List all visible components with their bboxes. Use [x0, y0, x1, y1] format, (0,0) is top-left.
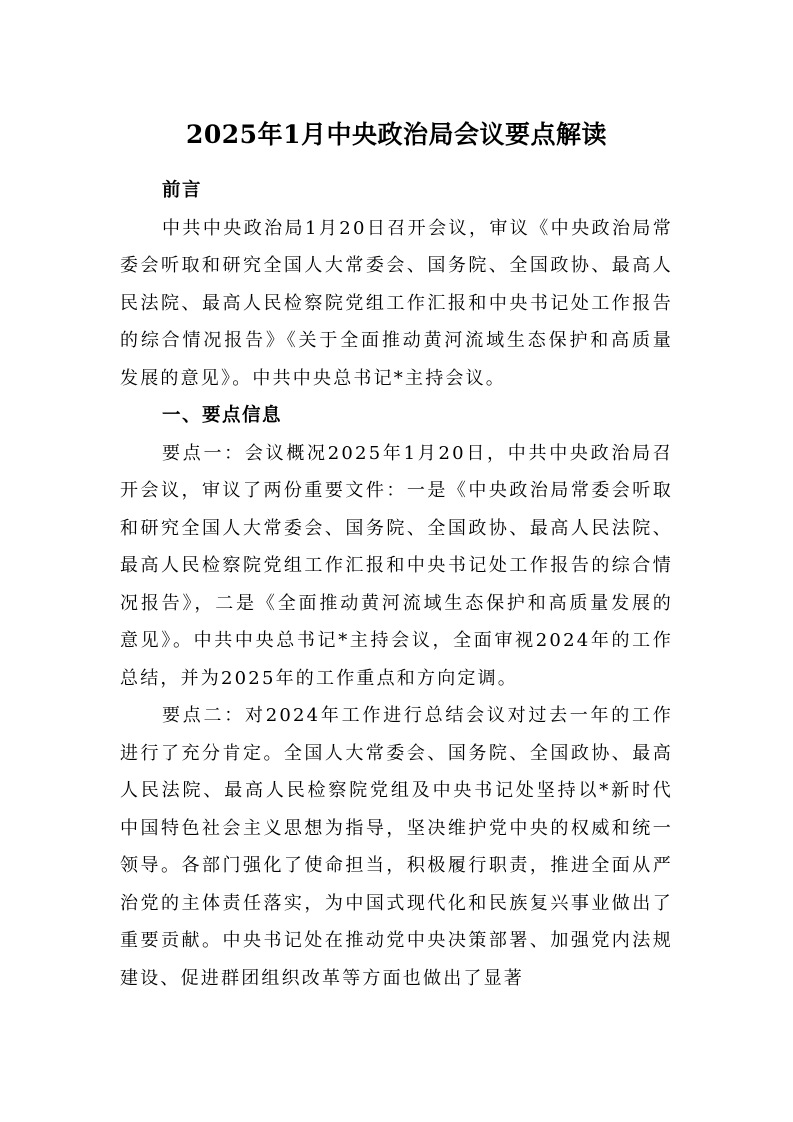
document-title: 2025年1月中央政治局会议要点解读	[186, 119, 607, 149]
key-points-heading: 一、要点信息	[162, 405, 283, 426]
key-point-2-paragraph: 要点二：对2024年工作进行总结会议对过去一年的工作进行了充分肯定。全国人大常委会、国务院、全国政协、最高人民法院、最高人民检察院党组及中央书记处坚持以*新时代中国特色社会主义思想为指导，坚决维护党中央的权威和统一领导。各部门强化了使命担当，积极履行职责，推进全面从严治党的主体责任落实，为中国式现代化和民族复兴事业做出了重要贡献。中央书记处在推动党中央决策部署、加强党内法规建设、促进群团组织改革等方面也做出了显著	[120, 705, 673, 989]
preface-paragraph: 中共中央政治局1月20日召开会议，审议《中央政治局常委会听取和研究全国人大常委会、国务院、全国政协、最高人民法院、最高人民检察院党组工作汇报和中央书记处工作报告的综合情况报告》《关于全面推动黄河流域生态保护和高质量发展的意见》。中共中央总书记*主持会议。	[120, 217, 673, 389]
preface-heading: 前言	[162, 180, 203, 201]
document-body	[120, 172, 673, 997]
key-point-1-paragraph: 要点一：会议概况2025年1月20日，中共中央政治局召开会议，审议了两份重要文件：一是《中央政治局常委会听取和研究全国人大常委会、国务院、全国政协、最高人民法院、最高人民检察院党组工作汇报和中央书记处工作报告的综合情况报告》，二是《全面推动黄河流域生态保护和高质量发展的意见》。中共中央总书记*主持会议，全面审视2024年的工作总结，并为2025年的工作重点和方向定调。	[120, 442, 673, 689]
